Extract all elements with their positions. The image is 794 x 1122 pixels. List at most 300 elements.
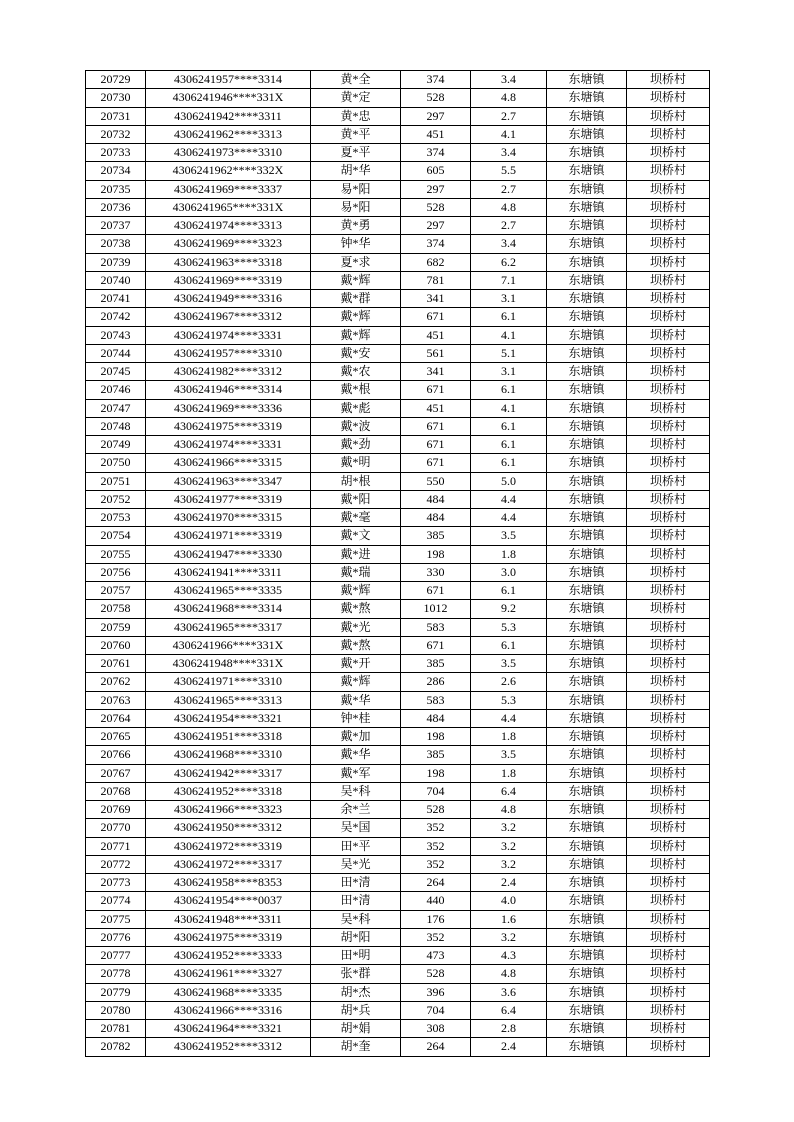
table-cell: 4.8 [471,801,547,819]
table-row [86,290,710,308]
table-cell: 3.4 [471,235,547,253]
table-cell: 6.4 [471,1001,547,1019]
table-cell: 东塘镇 [547,326,627,344]
table-cell: 4306241957****3310 [146,344,311,362]
table-cell: 4306241948****3311 [146,910,311,928]
table-cell: 561 [401,344,471,362]
table-cell: 东塘镇 [547,381,627,399]
table-row [86,801,710,819]
table-cell: 戴*劲 [311,436,401,454]
table-cell: 戴*辉 [311,326,401,344]
table-cell: 7.1 [471,271,547,289]
table-cell: 戴*辉 [311,271,401,289]
table-cell: 4306241962****3313 [146,125,311,143]
table-cell: 戴*阳 [311,490,401,508]
table-cell: 东塘镇 [547,837,627,855]
table-cell: 戴*开 [311,655,401,673]
table-cell: 4306241966****3316 [146,1001,311,1019]
table-cell: 2.7 [471,180,547,198]
table-cell: 坝桥村 [627,363,710,381]
table-cell: 4306241972****3319 [146,837,311,855]
table-cell: 6.1 [471,308,547,326]
table-row [86,636,710,654]
table-cell: 20778 [86,965,146,983]
table-cell: 671 [401,417,471,435]
table-cell: 341 [401,290,471,308]
table-cell: 4306241954****0037 [146,892,311,910]
table-cell: 20765 [86,728,146,746]
table-cell: 戴*光 [311,618,401,636]
table-row [86,855,710,873]
table-cell: 3.6 [471,983,547,1001]
table-cell: 583 [401,691,471,709]
table-cell: 坝桥村 [627,509,710,527]
table-cell: 戴*彪 [311,399,401,417]
table-cell: 198 [401,764,471,782]
table-cell: 396 [401,983,471,1001]
table-cell: 东塘镇 [547,417,627,435]
table-cell: 3.5 [471,527,547,545]
table-cell: 东塘镇 [547,819,627,837]
table-cell: 20775 [86,910,146,928]
table-cell: 4306241977****3319 [146,490,311,508]
table-cell: 黄*平 [311,125,401,143]
table-cell: 20745 [86,363,146,381]
table-cell: 2.7 [471,217,547,235]
table-cell: 4306241950****3312 [146,819,311,837]
table-cell: 20731 [86,107,146,125]
table-row [86,472,710,490]
table-row [86,454,710,472]
table-row [86,673,710,691]
table-row [86,527,710,545]
table-cell: 1.8 [471,545,547,563]
table-cell: 4306241957****3314 [146,71,311,89]
table-cell: 4306241941****3311 [146,563,311,581]
table-cell: 583 [401,618,471,636]
table-cell: 易*阳 [311,180,401,198]
table-cell: 坝桥村 [627,910,710,928]
table-row [86,910,710,928]
table-cell: 20744 [86,344,146,362]
table-cell: 吴*科 [311,782,401,800]
table-cell: 胡*兵 [311,1001,401,1019]
table-cell: 坝桥村 [627,125,710,143]
table-cell: 胡*奎 [311,1038,401,1056]
table-cell: 坝桥村 [627,399,710,417]
table-cell: 4306241952****3312 [146,1038,311,1056]
table-cell: 坝桥村 [627,618,710,636]
table-cell: 5.1 [471,344,547,362]
table-cell: 3.2 [471,855,547,873]
table-cell: 东塘镇 [547,655,627,673]
table-cell: 20771 [86,837,146,855]
table-cell: 20754 [86,527,146,545]
table-cell: 20735 [86,180,146,198]
table-cell: 坝桥村 [627,801,710,819]
table-cell: 4306241974****3331 [146,326,311,344]
table-cell: 4306241968****3314 [146,600,311,618]
table-row [86,1001,710,1019]
table-cell: 6.2 [471,253,547,271]
table-row [86,363,710,381]
table-cell: 4306241971****3319 [146,527,311,545]
table-cell: 东塘镇 [547,490,627,508]
table-cell: 3.0 [471,563,547,581]
table-cell: 451 [401,326,471,344]
table-cell: 戴*加 [311,728,401,746]
table-cell: 4306241963****3318 [146,253,311,271]
table-cell: 戴*波 [311,417,401,435]
table-cell: 4306241968****3310 [146,746,311,764]
table-cell: 484 [401,709,471,727]
table-cell: 4306241951****3318 [146,728,311,746]
table-cell: 东塘镇 [547,782,627,800]
table-cell: 坝桥村 [627,673,710,691]
table-cell: 4306241942****3317 [146,764,311,782]
table-cell: 东塘镇 [547,618,627,636]
table-cell: 坝桥村 [627,728,710,746]
table-cell: 4.3 [471,947,547,965]
table-cell: 671 [401,454,471,472]
table-row [86,253,710,271]
table-cell: 3.2 [471,837,547,855]
table-cell: 1.8 [471,728,547,746]
table-cell: 4306241946****331X [146,89,311,107]
table-row [86,582,710,600]
table-cell: 4.8 [471,965,547,983]
table-cell: 4306241969****3319 [146,271,311,289]
table-cell: 东塘镇 [547,436,627,454]
table-cell: 781 [401,271,471,289]
table-row [86,709,710,727]
table-cell: 坝桥村 [627,1038,710,1056]
table-cell: 20766 [86,746,146,764]
table-cell: 余*兰 [311,801,401,819]
table-cell: 坝桥村 [627,217,710,235]
table-cell: 3.2 [471,928,547,946]
table-cell: 352 [401,855,471,873]
table-cell: 671 [401,381,471,399]
table-cell: 戴*进 [311,545,401,563]
table-cell: 坝桥村 [627,928,710,946]
table-cell: 1012 [401,600,471,618]
table-cell: 4.1 [471,125,547,143]
table-row [86,983,710,1001]
table-cell: 4306241968****3335 [146,983,311,1001]
table-cell: 5.3 [471,691,547,709]
table-cell: 20741 [86,290,146,308]
table-cell: 4.8 [471,198,547,216]
table-cell: 4306241967****3312 [146,308,311,326]
table-cell: 20759 [86,618,146,636]
table-cell: 9.2 [471,600,547,618]
table-cell: 东塘镇 [547,527,627,545]
table-cell: 6.4 [471,782,547,800]
table-cell: 20762 [86,673,146,691]
table-cell: 352 [401,819,471,837]
table-cell: 坝桥村 [627,636,710,654]
table-cell: 东塘镇 [547,1038,627,1056]
table-cell: 374 [401,144,471,162]
table-cell: 4306241958****8353 [146,874,311,892]
table-cell: 528 [401,801,471,819]
table-cell: 胡*根 [311,472,401,490]
table-cell: 东塘镇 [547,454,627,472]
table-cell: 198 [401,728,471,746]
table-cell: 473 [401,947,471,965]
table-cell: 20776 [86,928,146,946]
table-cell: 坝桥村 [627,381,710,399]
table-cell: 1.6 [471,910,547,928]
table-cell: 胡*阳 [311,928,401,946]
table-cell: 4306241942****3311 [146,107,311,125]
table-cell: 4306241969****3337 [146,180,311,198]
table-cell: 钟*桂 [311,709,401,727]
table-cell: 4306241971****3310 [146,673,311,691]
table-cell: 东塘镇 [547,728,627,746]
table-cell: 20760 [86,636,146,654]
table-cell: 东塘镇 [547,673,627,691]
table-cell: 20743 [86,326,146,344]
table-cell: 钟*华 [311,235,401,253]
table-cell: 东塘镇 [547,198,627,216]
table-row [86,819,710,837]
table-cell: 4306241966****3315 [146,454,311,472]
table-cell: 坝桥村 [627,344,710,362]
table-cell: 3.4 [471,144,547,162]
table-cell: 4306241966****3323 [146,801,311,819]
table-cell: 坝桥村 [627,545,710,563]
table-cell: 坝桥村 [627,253,710,271]
table-cell: 20780 [86,1001,146,1019]
table-row [86,107,710,125]
table-cell: 4306241964****3321 [146,1020,311,1038]
table-cell: 东塘镇 [547,855,627,873]
table-cell: 戴*安 [311,344,401,362]
table-cell: 坝桥村 [627,892,710,910]
table-cell: 330 [401,563,471,581]
table-cell: 东塘镇 [547,910,627,928]
table-cell: 4306241946****3314 [146,381,311,399]
table-cell: 20767 [86,764,146,782]
table-cell: 20742 [86,308,146,326]
table-cell: 4306241966****331X [146,636,311,654]
table-cell: 东塘镇 [547,1001,627,1019]
table-cell: 6.1 [471,454,547,472]
table-cell: 20753 [86,509,146,527]
table-cell: 6.1 [471,417,547,435]
table-cell: 东塘镇 [547,271,627,289]
table-cell: 20781 [86,1020,146,1038]
table-cell: 坝桥村 [627,983,710,1001]
table-cell: 20751 [86,472,146,490]
table-cell: 坝桥村 [627,1001,710,1019]
table-cell: 坝桥村 [627,947,710,965]
table-row [86,162,710,180]
table-cell: 戴*辉 [311,582,401,600]
table-cell: 484 [401,509,471,527]
table-cell: 4306241974****3331 [146,436,311,454]
table-cell: 坝桥村 [627,162,710,180]
table-cell: 东塘镇 [547,947,627,965]
table-row [86,746,710,764]
table-row [86,89,710,107]
table-cell: 东塘镇 [547,125,627,143]
table-cell: 4306241969****3336 [146,399,311,417]
table-cell: 东塘镇 [547,801,627,819]
table-cell: 戴*群 [311,290,401,308]
table-cell: 451 [401,399,471,417]
table-cell: 20752 [86,490,146,508]
table-cell: 4306241974****3313 [146,217,311,235]
table-cell: 黄*勇 [311,217,401,235]
table-cell: 20764 [86,709,146,727]
table-cell: 坝桥村 [627,782,710,800]
table-cell: 4306241973****3310 [146,144,311,162]
table-cell: 东塘镇 [547,563,627,581]
table-cell: 20774 [86,892,146,910]
table-cell: 20763 [86,691,146,709]
table-cell: 20733 [86,144,146,162]
table-cell: 田*明 [311,947,401,965]
table-cell: 坝桥村 [627,691,710,709]
table-cell: 东塘镇 [547,983,627,1001]
table-row [86,436,710,454]
table-cell: 4306241965****3317 [146,618,311,636]
table-cell: 4306241948****331X [146,655,311,673]
table-row [86,764,710,782]
table-cell: 528 [401,89,471,107]
table-row [86,308,710,326]
table-cell: 戴*明 [311,454,401,472]
table-cell: 20757 [86,582,146,600]
table-cell: 20777 [86,947,146,965]
table-cell: 4306241954****3321 [146,709,311,727]
table-cell: 坝桥村 [627,454,710,472]
table-cell: 4306241972****3317 [146,855,311,873]
table-cell: 东塘镇 [547,965,627,983]
table-row [86,728,710,746]
table-cell: 东塘镇 [547,600,627,618]
table-cell: 4306241975****3319 [146,928,311,946]
table-cell: 东塘镇 [547,363,627,381]
table-cell: 2.4 [471,1038,547,1056]
table-cell: 东塘镇 [547,144,627,162]
table-cell: 4306241970****3315 [146,509,311,527]
table-cell: 4.4 [471,709,547,727]
table-cell: 4.4 [471,490,547,508]
table-cell: 2.7 [471,107,547,125]
table-cell: 264 [401,874,471,892]
table-cell: 东塘镇 [547,308,627,326]
table-cell: 374 [401,235,471,253]
table-cell: 20740 [86,271,146,289]
table-cell: 374 [401,71,471,89]
table-cell: 671 [401,636,471,654]
table-cell: 4306241962****332X [146,162,311,180]
table-cell: 6.1 [471,636,547,654]
table-cell: 东塘镇 [547,636,627,654]
table-cell: 坝桥村 [627,180,710,198]
table-cell: 20734 [86,162,146,180]
table-cell: 戴*瑞 [311,563,401,581]
table-cell: 坝桥村 [627,709,710,727]
table-cell: 东塘镇 [547,217,627,235]
table-cell: 264 [401,1038,471,1056]
table-cell: 352 [401,928,471,946]
table-cell: 坝桥村 [627,436,710,454]
table-cell: 东塘镇 [547,162,627,180]
table-cell: 528 [401,965,471,983]
table-cell: 308 [401,1020,471,1038]
table-row [86,144,710,162]
table-row [86,563,710,581]
table-cell: 297 [401,107,471,125]
table-cell: 20756 [86,563,146,581]
table-cell: 20782 [86,1038,146,1056]
table-cell: 352 [401,837,471,855]
table-cell: 198 [401,545,471,563]
table-cell: 张*群 [311,965,401,983]
table-cell: 605 [401,162,471,180]
table-cell: 坝桥村 [627,71,710,89]
table-row [86,1038,710,1056]
table-cell: 东塘镇 [547,344,627,362]
table-cell: 东塘镇 [547,892,627,910]
table-row [86,874,710,892]
table-cell: 451 [401,125,471,143]
table-cell: 20729 [86,71,146,89]
table-cell: 4306241949****3316 [146,290,311,308]
table-row [86,947,710,965]
table-cell: 坝桥村 [627,965,710,983]
table-cell: 3.2 [471,819,547,837]
table-cell: 坝桥村 [627,746,710,764]
table-cell: 4306241952****3333 [146,947,311,965]
table-cell: 528 [401,198,471,216]
table-cell: 20748 [86,417,146,435]
table-cell: 吴*科 [311,910,401,928]
table-cell: 田*清 [311,874,401,892]
table-cell: 东塘镇 [547,253,627,271]
table-cell: 坝桥村 [627,144,710,162]
table-cell: 坝桥村 [627,290,710,308]
table-row [86,837,710,855]
table-row [86,71,710,89]
table-cell: 东塘镇 [547,1020,627,1038]
table-row [86,618,710,636]
table-cell: 176 [401,910,471,928]
table-cell: 5.3 [471,618,547,636]
table-cell: 东塘镇 [547,399,627,417]
table-row [86,490,710,508]
table-cell: 3.5 [471,746,547,764]
table-cell: 4306241969****3323 [146,235,311,253]
table-row [86,381,710,399]
table-cell: 戴*根 [311,381,401,399]
table-cell: 20779 [86,983,146,1001]
table-cell: 5.0 [471,472,547,490]
table-cell: 704 [401,782,471,800]
table-cell: 4.8 [471,89,547,107]
table-cell: 20761 [86,655,146,673]
table-cell: 4306241975****3319 [146,417,311,435]
table-cell: 682 [401,253,471,271]
table-cell: 20737 [86,217,146,235]
table-cell: 东塘镇 [547,235,627,253]
table-cell: 戴*农 [311,363,401,381]
